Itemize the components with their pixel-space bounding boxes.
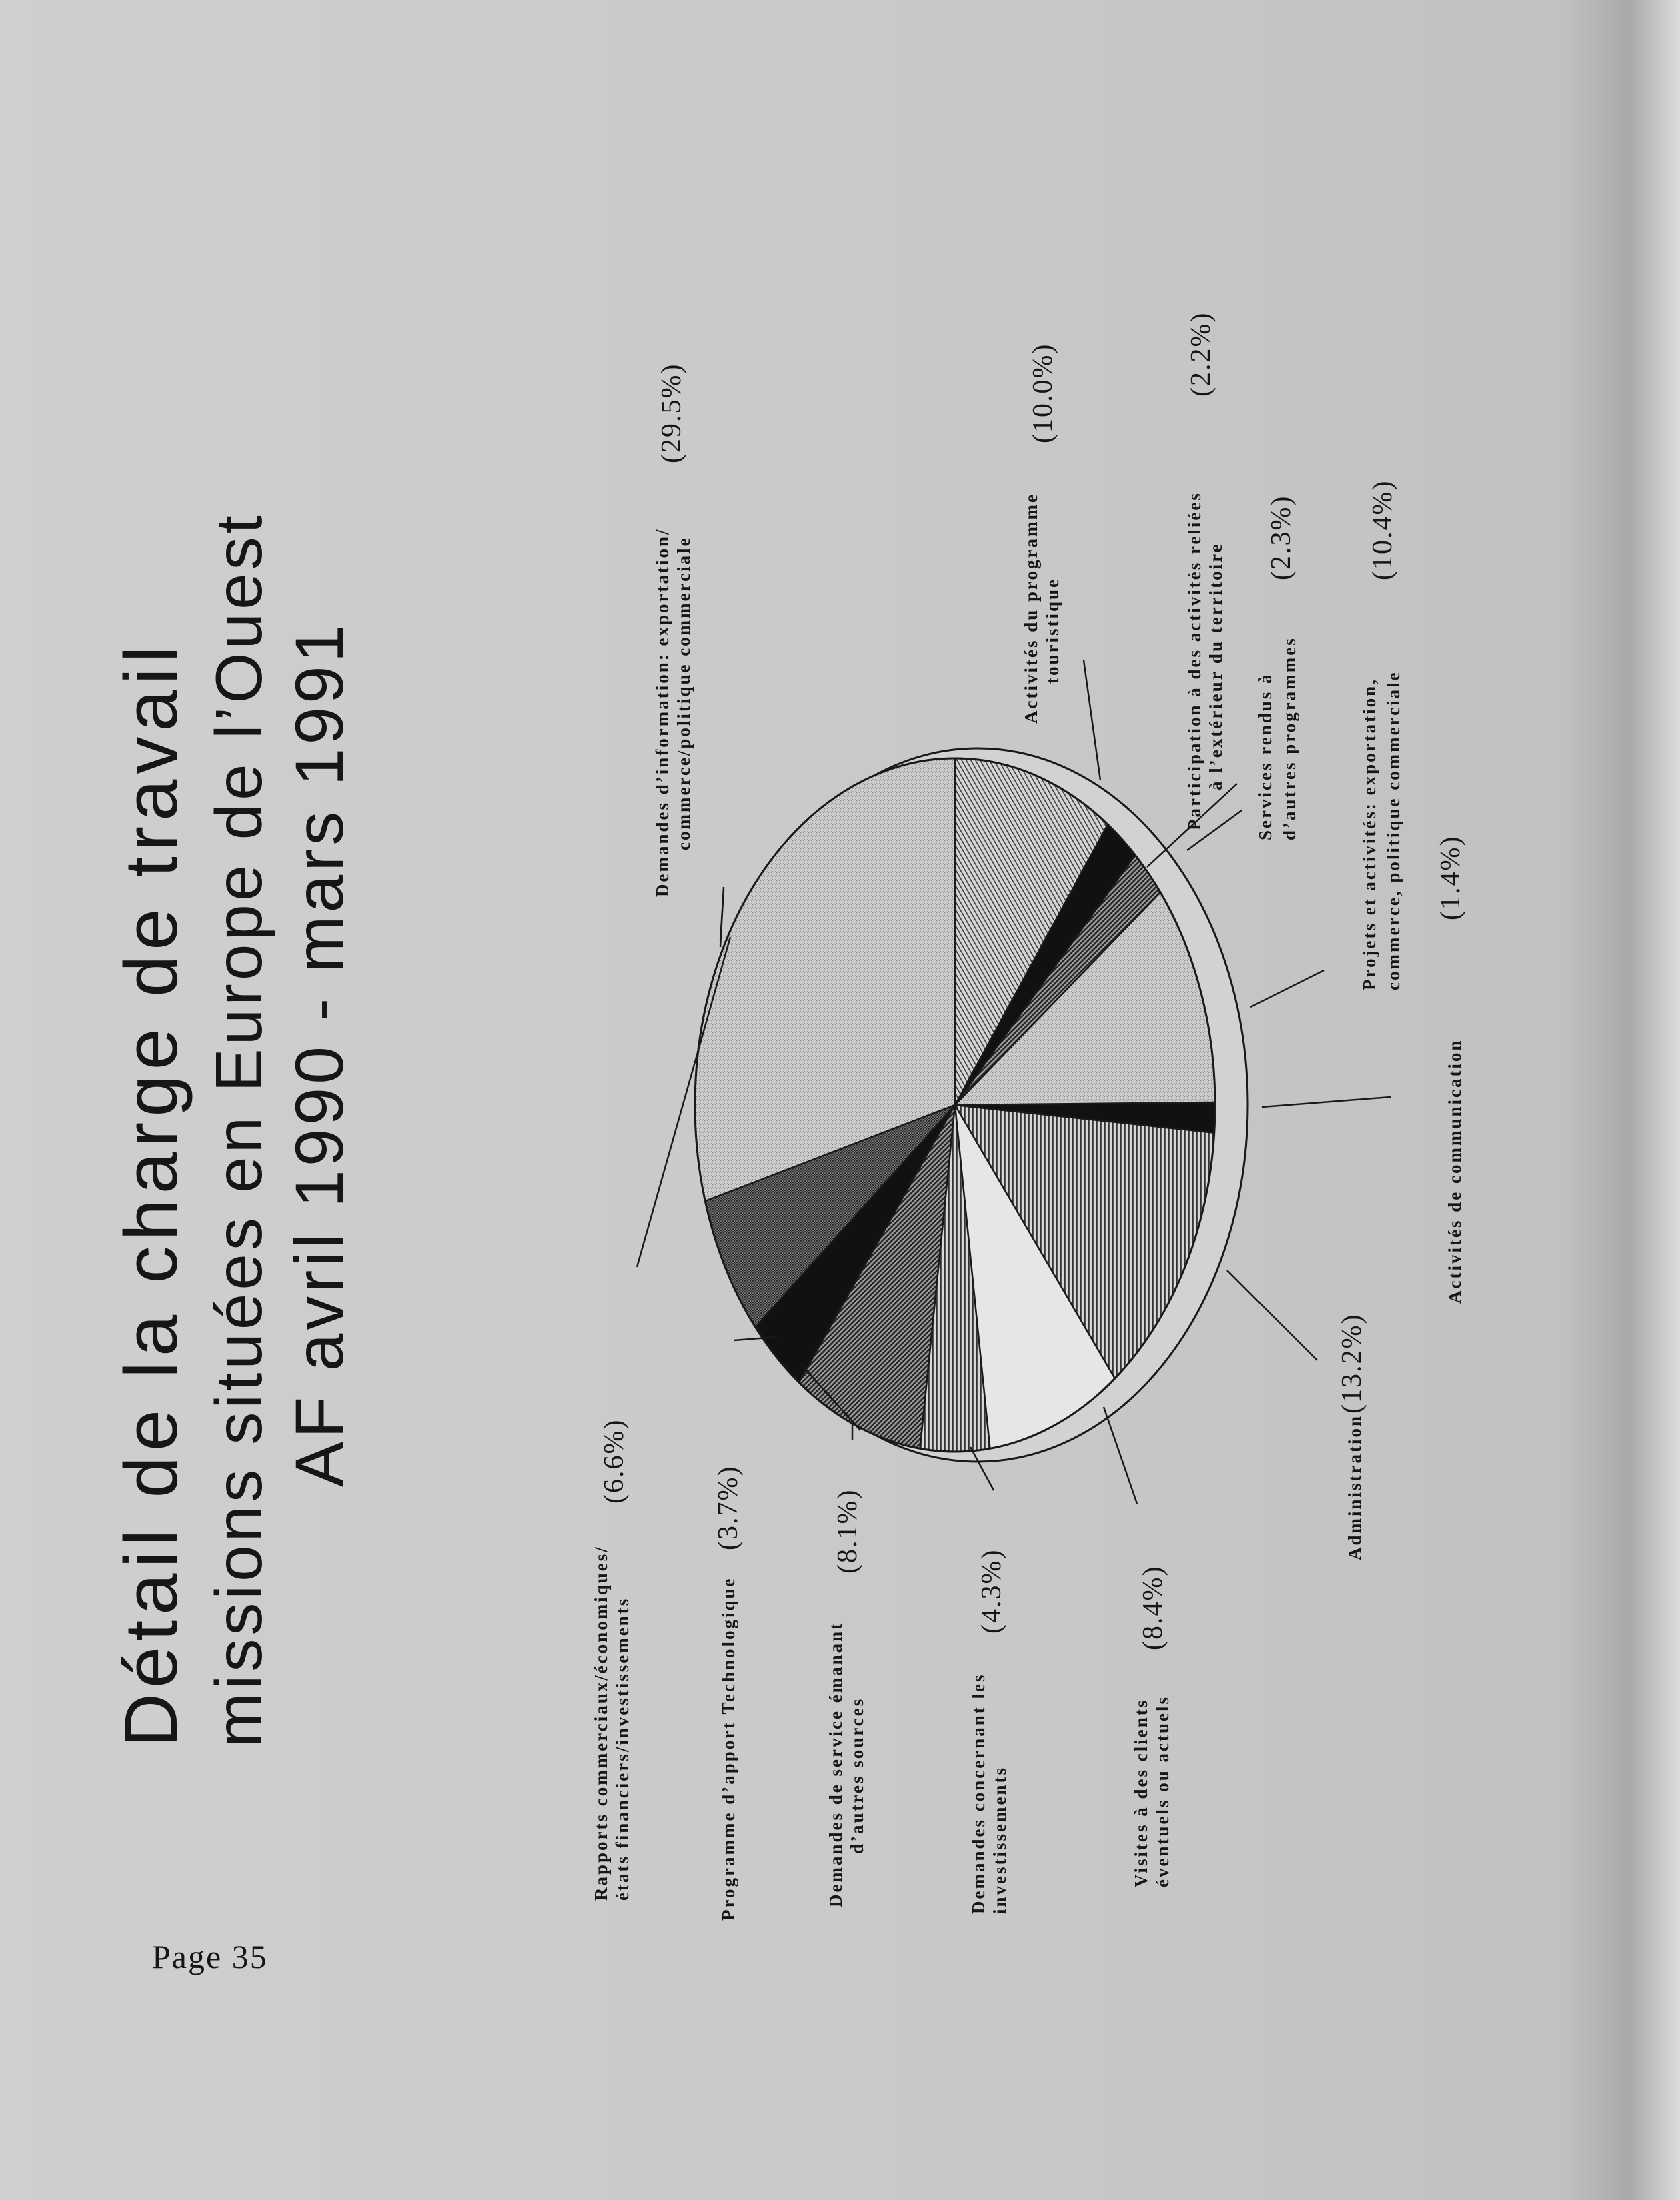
label-demandes-service-line-1: Demandes de service émanant (826, 1621, 846, 1907)
label-demandes-service-pct: (8.1%) (832, 1488, 863, 1574)
label-communication-pct: (1.4%) (1435, 835, 1466, 920)
label-rapports (591, 1419, 632, 1901)
label-demandes-investissements (968, 1549, 1010, 1914)
label-projets-line-2: commerce, politique commerciale (1383, 670, 1403, 990)
leader-line (1250, 970, 1324, 1007)
pie-chart (695, 748, 1248, 1462)
chart-title-line-1: Détail de la charge de travail (109, 640, 193, 1747)
label-visites (1131, 1566, 1172, 1887)
label-demandes-service-line-2: d’autres sources (847, 1697, 867, 1854)
label-demandes-information-line-1: Demandes d’information: exportation/ (652, 527, 672, 897)
label-demandes-investissements-pct: (4.3%) (976, 1548, 1007, 1634)
label-demandes-service (826, 1489, 867, 1907)
label-tourisme-line-2: touristique (1042, 577, 1062, 684)
label-demandes-information (652, 363, 694, 897)
label-programme-technologique-pct: (3.7%) (713, 1465, 744, 1550)
label-demandes-investissements-line-2: investissements (990, 1766, 1010, 1914)
leader-line (1227, 1270, 1317, 1360)
label-participation-line-1: Participation à des activités reliées (1184, 491, 1204, 830)
label-participation-pct: (2.2%) (1186, 311, 1216, 397)
label-tourisme-line-1: Activités du programme (1021, 493, 1041, 724)
chart-title (109, 512, 357, 1747)
label-rapports-line-1: Rapports commerciaux/économiques/ (591, 1545, 611, 1901)
label-services-rendus (1255, 495, 1299, 840)
label-administration (1337, 1314, 1367, 1560)
label-communication-line-1: Activités de communication (1445, 1038, 1465, 1304)
label-programme-technologique-line-1: Programme d’apport Technologique (718, 1576, 738, 1921)
chart-title-line-3: AF avril 1990 - mars 1991 (281, 621, 357, 1487)
label-demandes-information-line-2: commerce/politique commerciale (674, 536, 694, 850)
label-demandes-information-pct: (29.5%) (656, 363, 687, 463)
label-participation-line-2: à l’extérieur du territoire (1206, 542, 1226, 790)
label-services-rendus-line-2: d’autres programmes (1279, 636, 1299, 840)
leader-line (1084, 660, 1100, 780)
label-communication (1435, 836, 1466, 1304)
leader-line (1262, 1097, 1391, 1107)
label-administration-pct: (13.2%) (1337, 1313, 1367, 1414)
label-rapports-pct: (6.6%) (599, 1418, 630, 1504)
label-rapports-line-2: états financiers/investissements (612, 1596, 632, 1901)
label-demandes-investissements-line-1: Demandes concernant les (968, 1673, 988, 1914)
label-programme-technologique (713, 1466, 744, 1921)
label-projets (1359, 480, 1403, 990)
label-projets-line-1: Projets et activités: exportation, (1359, 678, 1379, 990)
label-visites-line-1: Visites à des clients (1131, 1698, 1151, 1887)
chart-title-line-2: missions situées en Europe de l’Ouest (202, 512, 275, 1747)
label-participation (1184, 312, 1226, 830)
label-projets-pct: (10.4%) (1367, 479, 1398, 580)
label-visites-pct: (8.4%) (1138, 1565, 1168, 1651)
leader-line (720, 887, 724, 947)
label-administration-line-1: Administration (1345, 1414, 1365, 1560)
label-tourisme (1021, 343, 1062, 724)
label-visites-line-2: éventuels ou actuels (1152, 1695, 1172, 1887)
label-services-rendus-pct: (2.3%) (1266, 495, 1297, 580)
label-services-rendus-line-1: Services rendus à (1255, 672, 1275, 840)
page-number: Page 35 (152, 1938, 268, 1975)
label-tourisme-pct: (10.0%) (1028, 343, 1058, 443)
leader-line (1104, 1407, 1137, 1504)
